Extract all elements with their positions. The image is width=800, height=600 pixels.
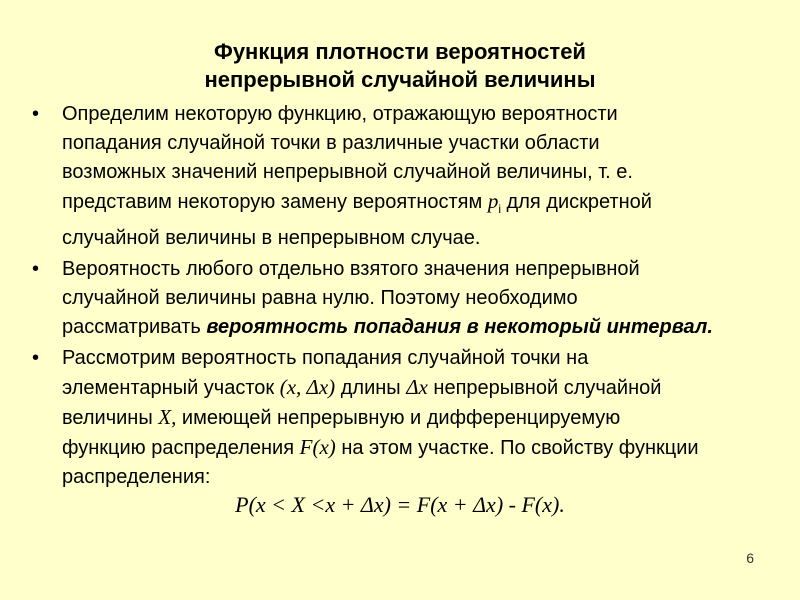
bullet-icon: • [32, 347, 40, 369]
slide-title [150, 38, 650, 94]
bullet-item-2 [30, 255, 780, 342]
p-symbol: p [487, 189, 499, 213]
bullet-item-3 [30, 344, 780, 492]
bullet-1-line-2: попадания случайной точки в различные участки области [62, 132, 600, 154]
bullet-list [30, 100, 780, 494]
bullet-3-line-4-text-c: на этом участке. По свойству функции [335, 437, 699, 459]
bullet-3-line-2-text-a: элементарный участок [62, 377, 280, 399]
bullet-1-line-3: возможных значений непрерывной случайной величины, т. е. [62, 161, 633, 183]
bullet-3-line-2-text-c: длины [335, 377, 407, 399]
bullet-2-line-1: Вероятность любого отдельно взятого значения непрерывной [62, 258, 640, 280]
bullet-3-line-3 [62, 403, 780, 433]
emphasis-interval: вероятность попадания в некоторый интервал. [206, 316, 713, 338]
title-line-1: Функция плотности вероятностей [214, 39, 586, 64]
bullet-3-line-2 [62, 373, 780, 403]
probability-formula: P(x < X <x + Δx) = F(x + Δx) - F(x). [235, 492, 565, 517]
f-of-x-symbol: F(x) [299, 435, 336, 459]
delta-x-symbol: Δx [406, 375, 428, 399]
p-subscript: i [498, 202, 501, 216]
bullet-3-line-2-text-e: непрерывной случайной [427, 377, 662, 399]
bullet-3-line-4-text-a: функцию распределения [62, 437, 300, 459]
bullet-icon: • [32, 103, 40, 125]
bullet-3-line-3-text-a: величины [62, 407, 159, 429]
bullet-icon: • [32, 258, 40, 280]
bullet-2-line-2: случайной величины равна нулю. Поэтому необходимо [62, 287, 578, 309]
bullet-3-line-5: распределения: [62, 466, 211, 488]
bullet-1-line-1: Определим некоторую функцию, отражающую вероятности [62, 103, 618, 125]
bullet-1-line-4-text-a: представим некоторую замену вероятностям [62, 191, 488, 213]
x-variable-symbol: X, [158, 405, 177, 429]
bullet-1-line-5: случайной величины в непрерывном случае. [62, 227, 481, 249]
bullet-item-1 [30, 100, 780, 253]
bullet-3-line-4 [62, 433, 780, 463]
title-line-2: непрерывной случайной величины [204, 67, 596, 92]
bullet-3-line-1: Рассмотрим вероятность попадания случайной точки на [62, 347, 589, 369]
bullet-2-line-3 [62, 313, 780, 342]
bullet-1-line-4 [62, 187, 780, 224]
bullet-3-line-3-text-c: имеющей непрерывную и дифференцируемую [176, 407, 621, 429]
bullet-1-line-4-text-b: для дискретной [500, 191, 652, 213]
page-number: 6 [746, 550, 754, 566]
interval-symbol: (x, Δx) [279, 375, 336, 399]
bullet-2-line-3-text: рассматривать [62, 316, 207, 338]
